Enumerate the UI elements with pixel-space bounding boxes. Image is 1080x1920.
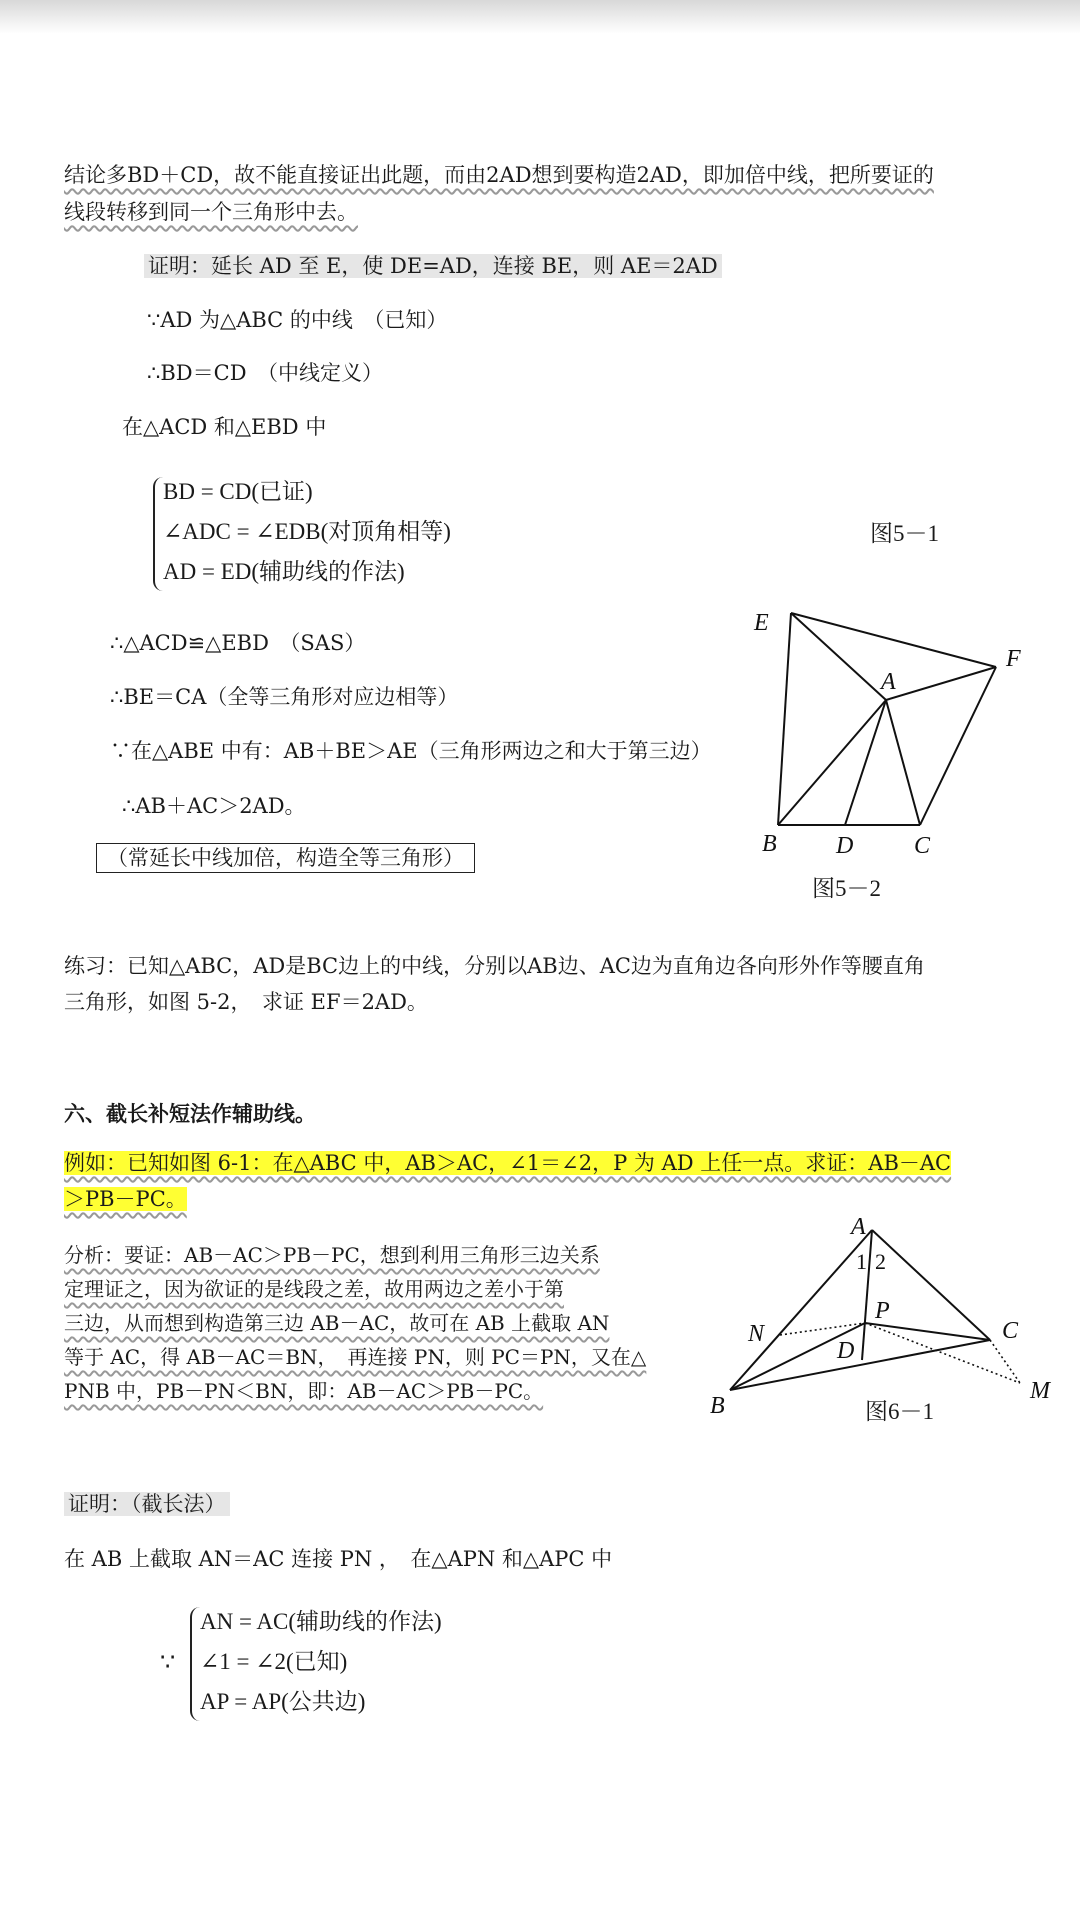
proof2-title-text: 证明：（截长法）	[64, 1492, 230, 1516]
proof1-step6: ∴BE＝CA（全等三角形对应边相等）	[110, 685, 459, 709]
fig52-label-A: A	[881, 669, 896, 695]
fig52-edge-FC	[920, 667, 996, 825]
brace-1	[153, 477, 163, 591]
proof2-title	[64, 1490, 230, 1518]
sys1-line-1: BD = CD(已证)	[163, 479, 313, 504]
sys2-line-1: AN = AC(辅助线的作法)	[200, 1609, 442, 1634]
proof1-step2: ∵AD 为△ABC 的中线 （已知）	[147, 308, 448, 332]
example-line-1-text: 例如：已知如图 6-1：在△ABC 中，AB＞AC，∠1＝∠2，P 为 AD 上任一点。求证：AB－AC	[64, 1151, 952, 1175]
proof1-step1	[144, 252, 722, 280]
analysis-line-1: 分析：要证：AB－AC＞PB－PC，想到利用三角形三边关系	[64, 1243, 600, 1267]
proof1-step8: ∴AB＋AC＞2AD。	[122, 794, 306, 818]
fig61-label-P: P	[875, 1298, 890, 1324]
top-shadow-bar	[0, 0, 1080, 34]
sys2-line-3: AP = AP(公共边)	[200, 1689, 366, 1714]
proof1-step5: ∴△ACD≌△EBD （SAS）	[110, 631, 366, 655]
fig61-dotted-PM	[865, 1323, 1020, 1383]
fig61-label-B: B	[710, 1393, 725, 1419]
fig52-label-F: F	[1006, 646, 1021, 672]
proof1-step7: ∵在△ABE 中有：AB＋BE＞AE（三角形两边之和大于第三边）	[110, 739, 712, 763]
fig51-caption: 图5－1	[870, 521, 939, 546]
section6-heading: 六、截长补短法作辅助线。	[64, 1101, 316, 1126]
intro-line-1: 结论多BD＋CD，故不能直接证出此题，而由2AD想到要构造2AD，即加倍中线，把所要证的	[64, 163, 934, 187]
fig61-label-M: M	[1030, 1378, 1050, 1404]
fig61-label-C: C	[1002, 1318, 1019, 1344]
fig52-label-D: D	[836, 833, 854, 859]
exercise-line-2: 三角形，如图 5-2， 求证 EF＝2AD。	[64, 990, 428, 1014]
fig61-angle-2: 2	[875, 1249, 886, 1274]
intro-line-2: 线段转移到同一个三角形中去。	[64, 200, 358, 224]
fig52-label-E: E	[754, 610, 769, 636]
exercise-line-1: 练习：已知△ABC，AD是BC边上的中线，分别以AB边、AC边为直角边各向形外作等腰直角	[64, 954, 925, 978]
example-line-2	[64, 1185, 187, 1213]
analysis-line-5: PNB 中，PB－PN＜BN，即：AB－AC＞PB－PC。	[64, 1379, 544, 1403]
brace-2	[190, 1607, 200, 1721]
sys1-line-2: ∠ADC = ∠EDB(对顶角相等)	[163, 519, 451, 544]
fig61-label-A: A	[851, 1214, 866, 1240]
because-symbol: ∵	[160, 1648, 176, 1676]
figure-5-2	[740, 595, 1040, 905]
fig52-label-C: C	[914, 833, 931, 859]
fig61-angle-1: 1	[856, 1249, 867, 1274]
fig61-edge-PC	[865, 1323, 990, 1340]
analysis-line-4: 等于 AC，得 AB－AC＝BN， 再连接 PN，则 PC＝PN，又在△	[64, 1345, 647, 1369]
proof1-step3: ∴BD＝CD （中线定义）	[147, 361, 384, 385]
example-line-1	[64, 1149, 951, 1177]
analysis-line-3: 三边，从而想到构造第三边 AB－AC，故可在 AB 上截取 AN	[64, 1311, 610, 1335]
proof1-step1-text: 证明：延长 AD 至 E，使 DE=AD，连接 BE，则 AE＝2AD	[144, 254, 722, 278]
fig52-edge-EB	[778, 613, 791, 825]
example-line-2-text: ＞PB－PC。	[64, 1187, 187, 1211]
fig61-caption: 图6－1	[865, 1399, 934, 1424]
sys1-line-3: AD = ED(辅助线的作法)	[163, 559, 405, 584]
analysis-line-2: 定理证之，因为欲证的是线段之差，故用两边之差小于第	[64, 1277, 564, 1301]
fig61-label-D: D	[837, 1338, 855, 1364]
fig52-edge-AC	[886, 700, 920, 825]
sys2-line-2: ∠1 = ∠2(已知)	[200, 1649, 348, 1674]
fig52-edge-AD	[845, 700, 886, 825]
fig52-label-B: B	[762, 831, 777, 857]
fig61-dotted-CM	[990, 1340, 1020, 1383]
fig52-caption: 图5－2	[812, 876, 881, 901]
proof1-step4: 在△ACD 和△EBD 中	[122, 415, 327, 439]
fig61-label-N: N	[748, 1321, 765, 1347]
fig52-edge-AB	[778, 700, 886, 825]
fig61-edge-AC	[872, 1230, 990, 1340]
proof2-line: 在 AB 上截取 AN＝AC 连接 PN ， 在△APN 和△APC 中	[64, 1547, 613, 1571]
proof1-tip-box: （常延长中线加倍，构造全等三角形）	[96, 843, 475, 873]
fig52-edge-AF	[886, 667, 996, 700]
